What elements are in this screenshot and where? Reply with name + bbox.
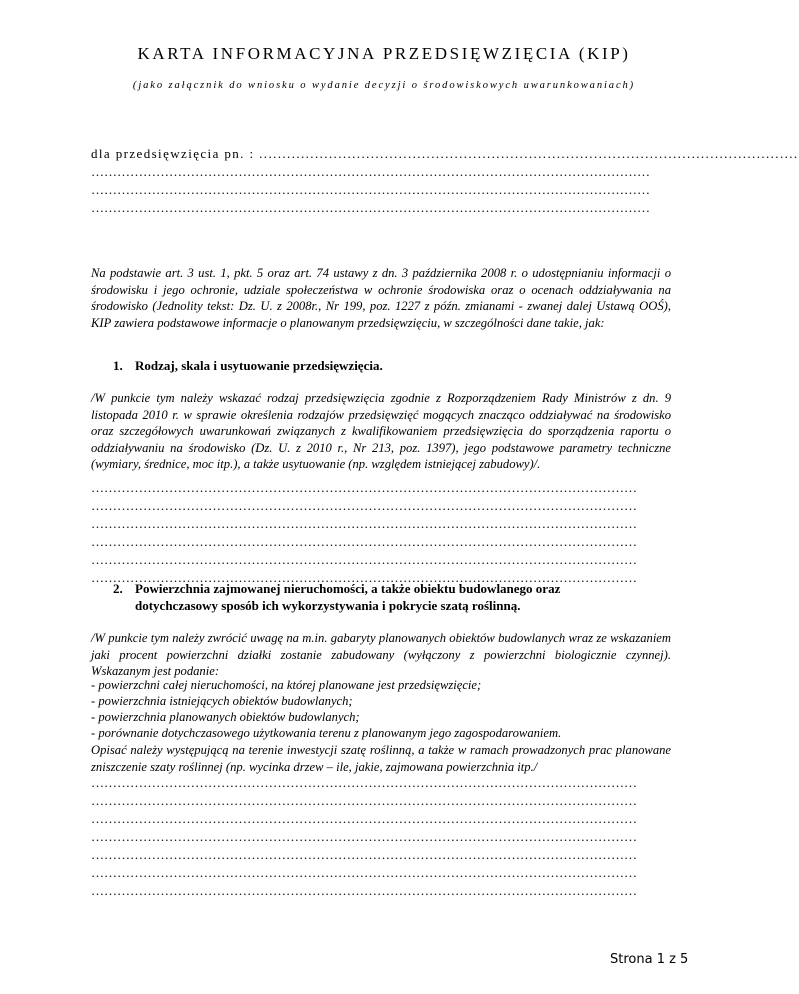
section-1-number: 1. xyxy=(113,358,123,373)
section-2-answer-line: ……………………………………………………………………………………………………………… xyxy=(91,793,637,808)
project-name-fill-line: ………………………………………………………………………………………………………………… xyxy=(91,182,650,197)
section-2-answer-line: ……………………………………………………………………………………………………………… xyxy=(91,829,637,844)
section-2-answer-line: ……………………………………………………………………………………………………………… xyxy=(91,811,637,826)
project-name-fill-line: ………………………………………………………………………………………………………………… xyxy=(91,164,650,179)
section-1-answer-line: ……………………………………………………………………………………………………………… xyxy=(91,516,637,531)
section-2-heading xyxy=(113,580,673,614)
document-subtitle: (jako załącznik do wniosku o wydanie decyzji o środowiskowych uwarunkowaniach) xyxy=(132,80,636,91)
section-2-answer-line: ……………………………………………………………………………………………………………… xyxy=(91,883,637,898)
section-2-title-line-2: dotychczasowy sposób ich wykorzystywania i pokrycie szatą roślinną. xyxy=(135,598,521,613)
section-2-answer-line: ……………………………………………………………………………………………………………… xyxy=(91,775,637,790)
project-name-dots: .................................................................................................................... xyxy=(259,146,799,161)
project-name-label: dla przedsięwzięcia pn. : xyxy=(91,146,260,161)
project-name-line xyxy=(91,146,799,162)
section-2-title-line-1: Powierzchnia zajmowanej nieruchomości, a także obiektu budowlanego oraz xyxy=(135,581,561,596)
section-2-bullet: - powierzchnia planowanych obiektów budowlanych; xyxy=(91,710,360,724)
intro-paragraph: Na podstawie art. 3 ust. 1, pkt. 5 oraz art. 74 ustawy z dn. 3 października 2008 r. o udostępnianiu informacji o środowisku i jego ochronie, udziale społeczeństwa w ochronie środowiska oraz o ocenach oddziaływania na środowisko (Jednolity tekst: Dz. U. z 2008r., Nr 199, poz. 1227 z późn. zmianami - zwanej dalej Ustawą OOŚ), KIP zawiera podstawowe informacje o planowanym przedsięwzięciu, w szczególności dane takie, jak: xyxy=(91,266,671,330)
section-2-answer-line: ……………………………………………………………………………………………………………… xyxy=(91,865,637,880)
section-1-answer-line: ……………………………………………………………………………………………………………… xyxy=(91,534,637,549)
section-2-guidance-outro: Opisać należy występującą na terenie inwestycji szatę roślinną, a także w ramach prowadzonych prac planowane zniszczenie szaty roślinnej (np. wycinka drzew – ile, jakie, zajmowana powierzchnia itp./ xyxy=(91,743,671,774)
section-1-heading xyxy=(113,357,673,374)
section-1-title: Rodzaj, skala i usytuowanie przedsięwzięcia. xyxy=(135,358,383,373)
section-2-bullet: - powierzchni całej nieruchomości, na której planowane jest przedsięwzięcie; xyxy=(91,678,482,692)
section-2-answer-line: ……………………………………………………………………………………………………………… xyxy=(91,847,637,862)
section-2-bullet: - porównanie dotychczasowego użytkowania terenu z planowanym jego zagospodarowaniem. xyxy=(91,726,562,740)
section-1-answer-line: ……………………………………………………………………………………………………………… xyxy=(91,570,637,585)
page-number: Strona 1 z 5 xyxy=(610,952,689,967)
section-1-answer-line: ……………………………………………………………………………………………………………… xyxy=(91,552,637,567)
section-2-number: 2. xyxy=(113,581,123,596)
section-1-answer-line: ……………………………………………………………………………………………………………… xyxy=(91,498,637,513)
project-name-fill-line: ………………………………………………………………………………………………………………… xyxy=(91,200,650,215)
section-1-guidance: /W punkcie tym należy wskazać rodzaj przedsięwzięcia zgodnie z Rozporządzeniem Rady Ministrów z dn. 9 listopada 2010 r. w sprawie określenia rodzajów przedsięwzięć mogących znacząco oddziaływać na środowisko oraz szczegółowych uwarunkowań związanych z kwalifikowaniem przedsięwzięcia do sporządzenia raportu o oddziaływaniu na środowisko (Dz. U. z 2010 r., Nr 213, poz. 1397), jego podstawowe parametry techniczne (wymiary, średnice, moc itp.), a także usytuowanie (np. względem istniejącej zabudowy)/. xyxy=(91,391,671,472)
section-2-bullet: - powierzchnia istniejących obiektów budowlanych; xyxy=(91,694,353,708)
section-1-answer-line: ……………………………………………………………………………………………………………… xyxy=(91,480,637,495)
document-title: KARTA INFORMACYJNA PRZEDSIĘWZIĘCIA (KIP) xyxy=(137,44,631,63)
section-2-guidance-intro: /W punkcie tym należy zwrócić uwagę na m.in. gabaryty planowanych obiektów budowlanych wraz ze wskazaniem jaki procent powierzchni działki zostanie zabudowany (wyłączony z powierzchni biologicznie czynnej). Wskazanym jest podanie: xyxy=(91,631,671,679)
